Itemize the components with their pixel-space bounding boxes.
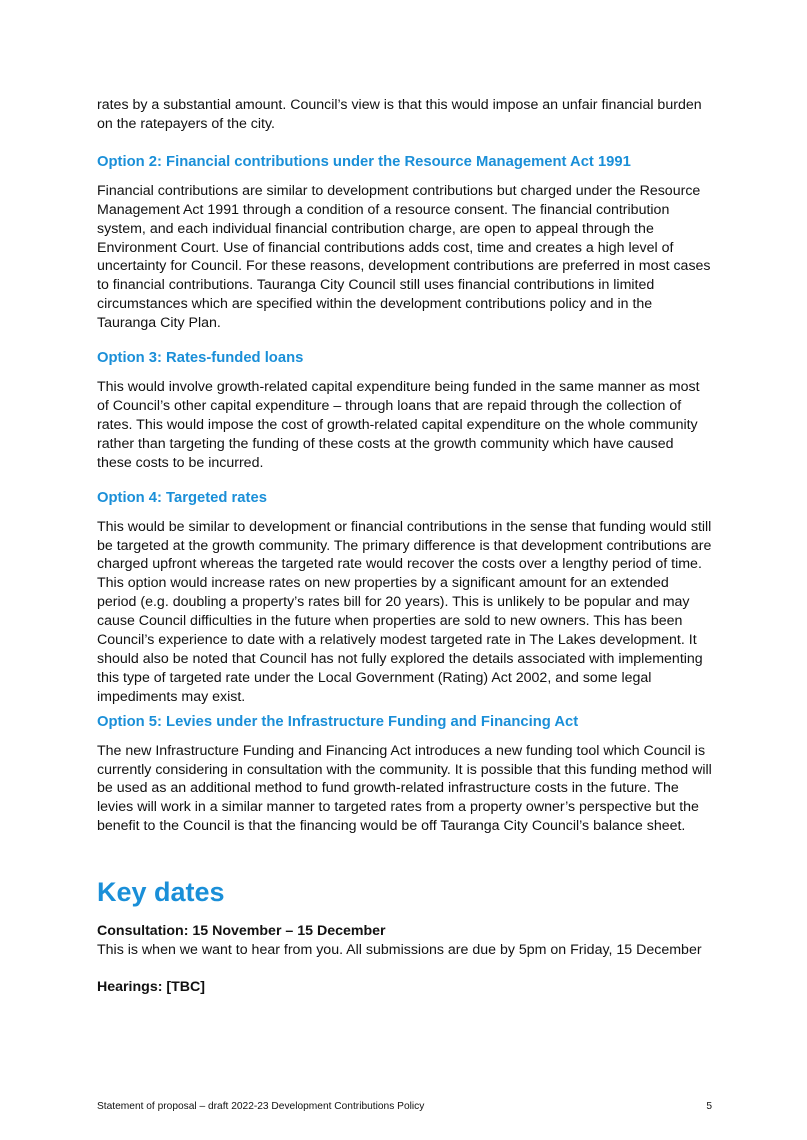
footer-title: Statement of proposal – draft 2022-23 Development Contributions Policy [97, 1101, 425, 1112]
page-number: 5 [706, 1101, 712, 1112]
option-4-heading: Option 4: Targeted rates [97, 489, 267, 506]
option-2-heading: Option 2: Financial contributions under the Resource Management Act 1991 [97, 153, 631, 170]
intro-paragraph: rates by a substantial amount. Council’s view is that this would impose an unfair financial burden on the ratepayers of the city. [97, 97, 702, 132]
option-5-heading: Option 5: Levies under the Infrastructure Funding and Financing Act [97, 713, 579, 730]
consultation-text: This is when we want to hear from you. All submissions are due by 5pm on Friday, 15 December [97, 942, 702, 959]
page-footer [97, 1101, 712, 1112]
option-3-body: This would involve growth-related capital expenditure being funded in the same manner as most of Council’s other capital expenditure – through loans that are repaid through the collection of rates. This would impose the cost of growth-related capital expenditure on the whole community rather than targeting the funding of these costs at the growth community which have caused these costs to be incurred. [97, 379, 700, 471]
key-dates-heading: Key dates [97, 877, 225, 908]
option-5-body: The new Infrastructure Funding and Financing Act introduces a new funding tool which Council is currently considering in consultation with the community. It is possible that this funding method will be used as an additional method to fund growth-related infrastructure costs in the future. The levies will work in a similar manner to targeted rates from a property owner’s perspective but the benefit to the Council is that the financing would be off Tauranga City Council’s balance sheet. [97, 742, 712, 835]
option-2-body: Financial contributions are similar to development contributions but charged under the Resource Management Act 1991 through a condition of a resource consent. The financial contribution system, and each individual financial contribution charge, are open to appeal through the Environment Court. Use of financial contributions adds cost, time and creates a high level of uncertainty for Council. For these reasons, development contributions are preferred in most cases to financial contributions. Tauranga City Council still uses financial contributions in limited circumstances which are specified within the development contributions policy and in the Tauranga City Plan. [97, 182, 711, 332]
document-page [97, 96, 712, 997]
hearings-label: Hearings: [TBC] [97, 979, 205, 995]
option-4-body: This would be similar to development or financial contributions in the sense that funding would still be targeted at the growth community. The primary difference is that development contributions are charged upfront whereas the targeted rate would recover the costs over a lengthy period of time. This option would increase rates on new properties by a significant amount for an extended period (e.g. doubling a property’s rates bill for 20 years). This is unlikely to be popular and may cause Council difficulties in the future when properties are sold to new owners. This has been Council’s experience to date with a relatively modest targeted rate in The Lakes development. It should also be noted that Council has not fully explored the details associated with implementing this type of targeted rate under the Local Government (Rating) Act 2002, and some legal impediments may exist. [97, 518, 712, 705]
option-3-heading: Option 3: Rates-funded loans [97, 350, 304, 367]
consultation-label: Consultation: 15 November – 15 December [97, 923, 386, 940]
